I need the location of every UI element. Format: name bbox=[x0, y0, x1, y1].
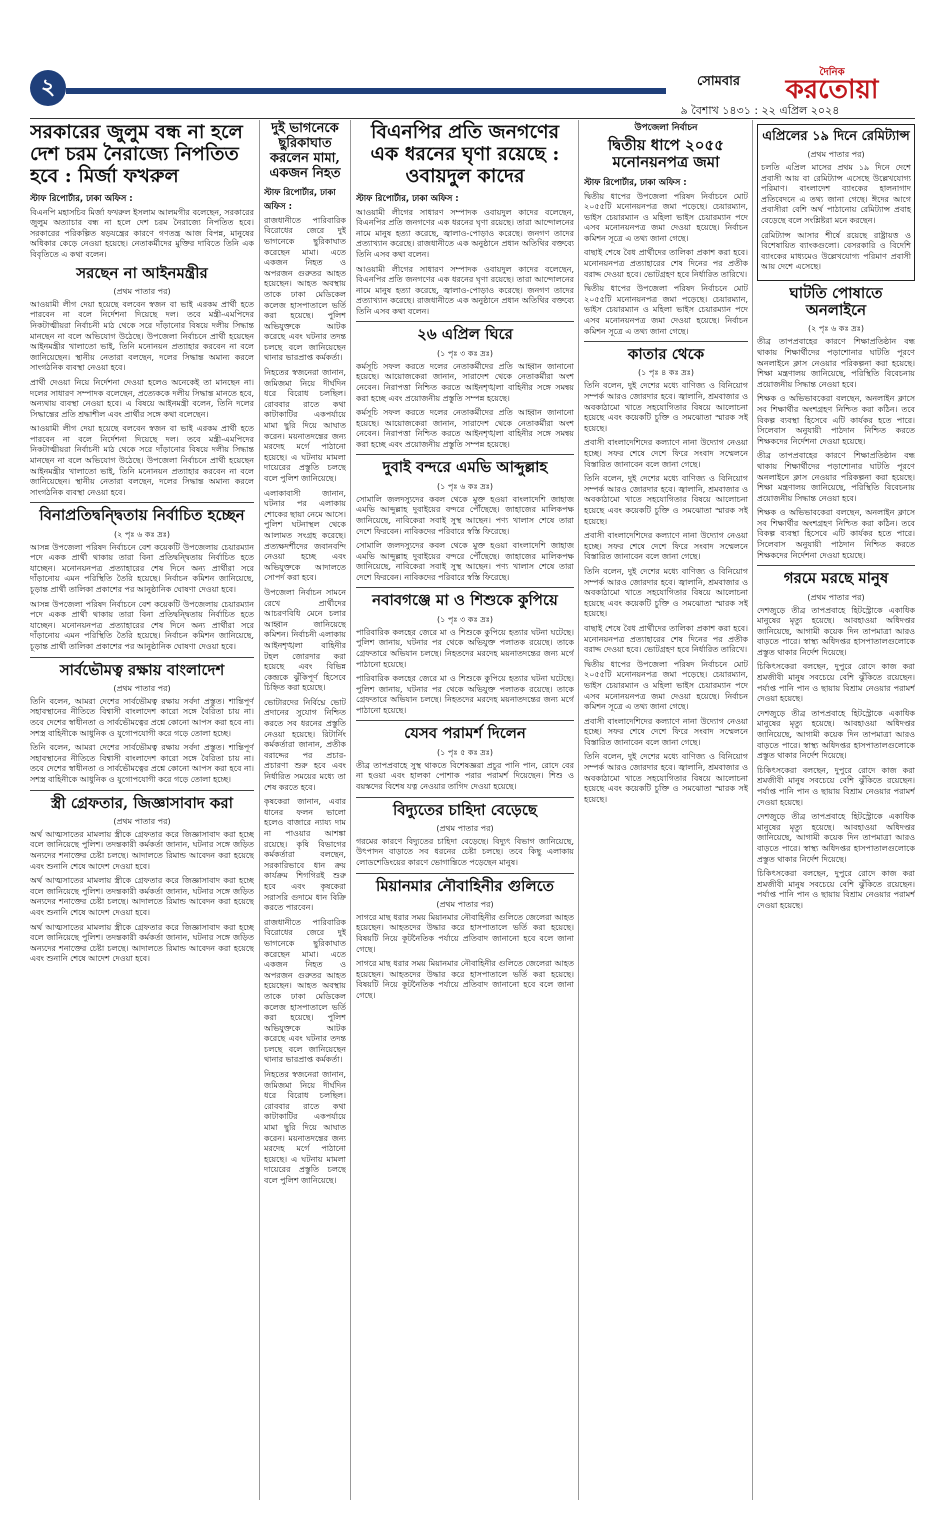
jump-line: (১ পৃঃ ৩ কঃ দ্রঃ) bbox=[437, 614, 493, 624]
jump-line: (১ পৃঃ ৫ কঃ দ্রঃ) bbox=[437, 747, 493, 757]
boxed-story bbox=[757, 124, 915, 281]
article-body: কর্মসূচি সফল করতে দলের নেতাকর্মীদের প্রতি আহ্বান জানানো হয়েছে। আয়োজকেরা জানান, সারাদেশ থেকে নেতাকর্মীরা অংশ নেবেন। নিরাপত্তা নিশ্চিত করতে আইনশৃঙ্খলা বাহিনীর সঙ্গে সমন্বয় করা হচ্ছে এবং প্রয়োজনীয় প্রস্তুতি সম্পন্ন হয়েছে। bbox=[356, 408, 574, 449]
logo-main-text: করতোয়া bbox=[785, 75, 879, 105]
article-body: কৃষকেরা জানান, এবার ধানের ফলন ভালো হলেও বাজারে ন্যায্য দাম না পাওয়ার আশঙ্কা রয়েছে। কৃষি বিভাগের কর্মকর্তারা বলছেন, সরকারিভাবে ধান ক্রয় কার্যক্রম শিগগিরই শুরু হবে এবং কৃষকেরা সরাসরি গুদামে ধান বিক্রি করতে পারবেন। bbox=[264, 797, 346, 913]
separator bbox=[30, 502, 254, 503]
jump-line: (প্রথম পাতার পর) bbox=[436, 899, 494, 909]
jump-line: (১ পৃঃ ৩ কঃ দ্রঃ) bbox=[437, 348, 493, 358]
subheadline: বিনাপ্রতিদ্বন্দ্বিতায় নির্বাচিত হচ্ছেন bbox=[39, 506, 245, 525]
separator bbox=[584, 341, 748, 342]
newspaper-logo bbox=[752, 67, 912, 105]
article-body: চিকিৎসকেরা বলছেন, দুপুরে রোদে কাজ করা শ্রমজীবী মানুষ সবচেয়ে বেশি ঝুঁকিতে রয়েছেন। পর্যাপ্ত পানি পান ও ছায়ায় বিশ্রাম নেওয়ার পরামর্শ দেওয়া হয়েছে। bbox=[757, 765, 915, 807]
article-body: সোমালি জলদস্যুদের কবল থেকে মুক্ত হওয়া বাংলাদেশি জাহাজ এমভি আব্দুল্লাহ দুবাইয়ের বন্দরে পৌঁছেছে। জাহাজের মালিকপক্ষ জানিয়েছে, নাবিকেরা সবাই সুস্থ আছেন। পণ্য খালাস শেষে তারা দেশে ফিরবেন। নাবিকদের পরিবারে স্বস্তি ফিরেছে। bbox=[356, 494, 574, 536]
jump-line: (২ পৃঃ ৬ কঃ দ্রঃ) bbox=[808, 324, 864, 334]
jump-line: (১ পৃঃ ৪ কঃ দ্রঃ) bbox=[638, 368, 694, 378]
article-body: আসন্ন উপজেলা পরিষদ নির্বাচনে বেশ কয়েকটি উপজেলায় চেয়ারম্যান পদে একক প্রার্থী থাকায় তারা বিনা প্রতিদ্বন্দ্বিতায় নির্বাচিত হতে যাচ্ছেন। মনোনয়নপত্র প্রত্যাহারের শেষ দিনে অন্য প্রার্থীরা সরে দাঁড়ানোয় এমন পরিস্থিতি তৈরি হয়েছে। নির্বাচন কমিশন জানিয়েছে, চূড়ান্ত প্রার্থী তালিকা প্রকাশের পর আনুষ্ঠানিক ঘোষণা দেওয়া হবে। bbox=[30, 542, 254, 595]
article-body: আসন্ন উপজেলা পরিষদ নির্বাচনে বেশ কয়েকটি উপজেলায় চেয়ারম্যান পদে একক প্রার্থী থাকায় তারা বিনা প্রতিদ্বন্দ্বিতায় নির্বাচিত হতে যাচ্ছেন। মনোনয়নপত্র প্রত্যাহারের শেষ দিনে অন্য প্রার্থীরা সরে দাঁড়ানোয় এমন পরিস্থিতি তৈরি হয়েছে। নির্বাচন কমিশন জানিয়েছে, চূড়ান্ত প্রার্থী তালিকা প্রকাশের পর আনুষ্ঠানিক ঘোষণা দেওয়া হবে। bbox=[30, 599, 254, 652]
article-body: শিক্ষক ও অভিভাবকেরা বলছেন, অনলাইন ক্লাসে সব শিক্ষার্থীর অংশগ্রহণ নিশ্চিত করা কঠিন। তবে বিকল্প ব্যবস্থা হিসেবে এটি কার্যকর হতে পারে। সিলেবাস অনুযায়ী পাঠদান নিশ্চিত করতে শিক্ষকদের নির্দেশনা দেওয়া হয়েছে। bbox=[757, 394, 915, 446]
subheadline: দুবাই বন্দরে এমভি আব্দুল্লাহ bbox=[382, 458, 548, 477]
article-body: বাছাই শেষে বৈধ প্রার্থীদের তালিকা প্রকাশ করা হবে। মনোনয়নপত্র প্রত্যাহারের শেষ দিনের পর প্রতীক বরাদ্দ দেওয়া হবে। ভোটগ্রহণ হবে নির্ধারিত তারিখে। bbox=[584, 623, 748, 655]
separator bbox=[356, 873, 574, 874]
subheadline: বিদ্যুতের চাহিদা বেড়েছে bbox=[393, 800, 537, 819]
jump-line: (১ পৃঃ ৬ কঃ দ্রঃ) bbox=[437, 481, 493, 491]
logo-small-text: দৈনিক bbox=[819, 67, 845, 78]
article-body: নিহতের স্বজনেরা জানান, জমিজমা নিয়ে দীর্ঘদিন ধরে বিরোধ চলছিল। রোববার রাতে কথা কাটাকাটির একপর্যায়ে মামা ছুরি দিয়ে আঘাত করেন। ময়নাতদন্তের জন্য মরদেহ মর্গে পাঠানো হয়েছে। এ ঘটনায় মামলা দায়েরের প্রস্তুতি চলছে বলে পুলিশ জানিয়েছে। bbox=[264, 368, 346, 483]
separator bbox=[757, 565, 915, 566]
article-body: আওয়ামী লীগ দেয়া হয়েছে বলবেন স্বজন বা ভাই এরকম প্রার্থী হতে পারবেন না বলে নির্দেশনা দিয়েছে দল। তবে মন্ত্রী-এমপিদের নিকটাত্মীয়রা নির্বাচনী মাঠ থেকে সরে দাঁড়ানোর বিষয়ে দলীয় সিদ্ধান্ত মানছেন না বলে অভিযোগ উঠেছে। উপজেলা নির্বাচনে প্রার্থী হয়েছেন আইনমন্ত্রীর খালাতো ভাই, তিনি মনোনয়ন প্রত্যাহার করবেন না বলে জানিয়েছেন। স্থানীয় নেতারা বলছেন, দলের সিদ্ধান্ত অমান্য করলে সাংগঠনিক ব্যবস্থা নেওয়া হবে। bbox=[30, 424, 254, 497]
article-body: উপজেলা নির্বাচন সামনে রেখে প্রার্থীদের আচরণবিধি মেনে চলার আহ্বান জানিয়েছে কমিশন। নির্বাচনী এলাকায় আইনশৃঙ্খলা বাহিনীর টহল জোরদার করা হয়েছে এবং বিভিন্ন কেন্দ্রকে ঝুঁকিপূর্ণ হিসেবে চিহ্নিত করা হয়েছে। bbox=[264, 587, 346, 693]
column-divider bbox=[578, 120, 579, 1500]
headline: বিএনপির প্রতি জনগণের এক ধরনের ঘৃণা রয়েছে : ওবায়দুল কাদের bbox=[370, 121, 560, 187]
separator bbox=[356, 321, 574, 322]
separator bbox=[356, 587, 574, 588]
byline: স্টাফ রিপোর্টার, ঢাকা অফিস : bbox=[356, 193, 459, 204]
jump-line: (প্রথম পাতার পর) bbox=[807, 149, 865, 159]
subheadline: ২৬ এপ্রিল ঘিরে bbox=[417, 325, 513, 344]
column-2 bbox=[264, 120, 346, 1500]
article-body: রাজধানীতে পারিবারিক বিরোধের জেরে দুই ভাগনেকে ছুরিকাঘাত করেছেন মামা। এতে একজন নিহত ও অপরজন গুরুতর আহত হয়েছেন। আহত অবস্থায় তাকে ঢাকা মেডিকেল কলেজ হাসপাতালে ভর্তি করা হয়েছে। পুলিশ অভিযুক্তকে আটক করেছে এবং ঘটনার তদন্ত চলছে বলে জানিয়েছেন থানার ভারপ্রাপ্ত কর্মকর্তা। bbox=[264, 215, 346, 363]
article-body: তিনি বলেন, দুই দেশের মধ্যে বাণিজ্য ও বিনিয়োগ সম্পর্ক আরও জোরদার হবে। জ্বালানি, শ্রমবাজার ও অবকাঠামো খাতে সহযোগিতার বিষয়ে আলোচনা হয়েছে এবং কয়েকটি চুক্তি ও সমঝোতা স্মারক সই হয়েছে। bbox=[584, 381, 748, 433]
subheadline: সার্বভৌমত্ব রক্ষায় বাংলাদেশ bbox=[59, 660, 225, 679]
separator bbox=[356, 797, 574, 798]
article-body: দেশজুড়ে তীব্র তাপপ্রবাহে হিটস্ট্রোকে একাধিক মানুষের মৃত্যু হয়েছে। আবহাওয়া অধিদপ্তর জানিয়েছে, আগামী কয়েক দিন তাপমাত্রা আরও বাড়তে পারে। স্বাস্থ্য অধিদপ্তর হাসপাতালগুলোকে প্রস্তুত থাকার নির্দেশ দিয়েছে। bbox=[757, 812, 915, 864]
subheadline: স্ত্রী গ্রেফতার, জিজ্ঞাসাবাদ করা bbox=[51, 793, 233, 812]
article-body: তীব্র তাপপ্রবাহের কারণে শিক্ষাপ্রতিষ্ঠান বন্ধ থাকায় শিক্ষার্থীদের পড়াশোনার ঘাটতি পূরণে অনলাইনে ক্লাস নেওয়ার পরিকল্পনা করা হয়েছে। শিক্ষা মন্ত্রণালয় জানিয়েছে, পরিস্থিতি বিবেচনায় প্রয়োজনীয় সিদ্ধান্ত নেওয়া হবে। bbox=[757, 337, 915, 389]
separator bbox=[30, 657, 254, 658]
separator bbox=[30, 790, 254, 791]
jump-line: (প্রথম পাতার পর) bbox=[113, 286, 171, 296]
jump-line: (প্রথম পাতার পর) bbox=[807, 592, 865, 602]
article-body: আওয়ামী লীগ দেয়া হয়েছে বলবেন স্বজন বা ভাই এরকম প্রার্থী হতে পারবেন না বলে নির্দেশনা দিয়েছে দল। তবে মন্ত্রী-এমপিদের নিকটাত্মীয়রা নির্বাচনী মাঠ থেকে সরে দাঁড়ানোর বিষয়ে দলীয় সিদ্ধান্ত মানছেন না বলে অভিযোগ উঠেছে। উপজেলা নির্বাচনে প্রার্থী হয়েছেন আইনমন্ত্রীর খালাতো ভাই, তিনি মনোনয়ন প্রত্যাহার করবেন না বলে জানিয়েছেন। স্থানীয় নেতারা বলছেন, দলের সিদ্ধান্ত অমান্য করলে সাংগঠনিক ব্যবস্থা নেওয়া হবে। bbox=[30, 299, 254, 373]
article-body: এলাকাবাসী জানান, ঘটনার পর এলাকায় শোকের ছায়া নেমে আসে। পুলিশ ঘটনাস্থল থেকে আলামত সংগ্রহ করেছে। প্রত্যক্ষদর্শীদের জবানবন্দি নেওয়া হচ্ছে এবং অভিযুক্তকে আদালতে সোপর্দ করা হবে। bbox=[264, 488, 346, 583]
column-3 bbox=[356, 120, 574, 1500]
article-body: প্রবাসী বাংলাদেশিদের কল্যাণে নানা উদ্যোগ নেওয়া হচ্ছে। সফর শেষে দেশে ফিরে সংবাদ সম্মেলনে বিস্তারিত জানাবেন বলে জানা গেছে। bbox=[584, 438, 748, 469]
subheadline: গরমে মরছে মানুষ bbox=[783, 569, 889, 588]
article-body: সাগরে মাছ ধরার সময় মিয়ানমার নৌবাহিনীর গুলিতে জেলেরা আহত হয়েছেন। আহতদের উদ্ধার করে হাসপাতালে ভর্তি করা হয়েছে। বিষয়টি নিয়ে কূটনৈতিক পর্যায়ে প্রতিবাদ জানানো হবে বলে জানা গেছে। bbox=[356, 959, 574, 1000]
article-body: তিনি বলেন, দুই দেশের মধ্যে বাণিজ্য ও বিনিয়োগ সম্পর্ক আরও জোরদার হবে। জ্বালানি, শ্রমবাজার ও অবকাঠামো খাতে সহযোগিতার বিষয়ে আলোচনা হয়েছে এবং কয়েকটি চুক্তি ও সমঝোতা স্মারক সই হয়েছে। bbox=[584, 752, 748, 804]
article-body: রাজধানীতে পারিবারিক বিরোধের জেরে দুই ভাগনেকে ছুরিকাঘাত করেছেন মামা। এতে একজন নিহত ও অপরজন গুরুতর আহত হয়েছেন। আহত অবস্থায় তাকে ঢাকা মেডিকেল কলেজ হাসপাতালে ভর্তি করা হয়েছে। পুলিশ অভিযুক্তকে আটক করেছে এবং ঘটনার তদন্ত চলছে বলে জানিয়েছেন থানার ভারপ্রাপ্ত কর্মকর্তা। bbox=[264, 917, 346, 1065]
column-divider bbox=[259, 120, 260, 1500]
subheadline: যেসব পরামর্শ দিলেন bbox=[404, 724, 526, 743]
article-body: গরমের কারণে বিদ্যুতের চাহিদা বেড়েছে। বিদ্যুৎ বিভাগ জানিয়েছে, উৎপাদন বাড়াতে সব ধরনের চেষ্টা চলছে। তবে কিছু এলাকায় লোডশেডিংয়ের কারণে ভোগান্তিতে পড়েছেন মানুষ। bbox=[356, 836, 574, 867]
page-number: ২ bbox=[30, 70, 66, 106]
subheadline: ঘাটতি পোষাতে অনলাইনে bbox=[789, 283, 883, 320]
kicker: উপজেলা নির্বাচন bbox=[634, 123, 698, 133]
article-body: প্রবাসী বাংলাদেশিদের কল্যাণে নানা উদ্যোগ নেওয়া হচ্ছে। সফর শেষে দেশে ফিরে সংবাদ সম্মেলনে বিস্তারিত জানাবেন বলে জানা গেছে। bbox=[584, 716, 748, 747]
article-body: তীব্র তাপপ্রবাহের কারণে শিক্ষাপ্রতিষ্ঠান বন্ধ থাকায় শিক্ষার্থীদের পড়াশোনার ঘাটতি পূরণে অনলাইনে ক্লাস নেওয়ার পরিকল্পনা করা হয়েছে। শিক্ষা মন্ত্রণালয় জানিয়েছে, পরিস্থিতি বিবেচনায় প্রয়োজনীয় সিদ্ধান্ত নেওয়া হবে। bbox=[757, 451, 915, 503]
date-line: ৯ বৈশাখ ১৪৩১ : ২২ এপ্রিল ২০২৪ bbox=[680, 104, 840, 117]
jump-line: (প্রথম পাতার পর) bbox=[436, 823, 494, 833]
article-body: ভোটারদের নির্বিঘ্নে ভোট প্রদানের সুযোগ নিশ্চিত করতে সব ধরনের প্রস্তুতি নেওয়া হয়েছে। রিটার্নিং কর্মকর্তারা জানান, প্রতীক বরাদ্দের পর প্রচার-প্রচারণা শুরু হবে এবং নির্ধারিত সময়ের মধ্যে তা শেষ করতে হবে। bbox=[264, 697, 346, 792]
article-body: রেমিট্যান্স আসার শীর্ষে রয়েছে রাষ্ট্রায়ত্ত ও বিশেষায়িত ব্যাংকগুলো। বেসরকারি ও বিদেশি ব্যাংকের মাধ্যমেও উল্লেখযোগ্য পরিমাণ প্রবাসী আয় দেশে এসেছে। bbox=[761, 230, 911, 272]
article-body: দ্বিতীয় ধাপের উপজেলা পরিষদ নির্বাচনে মোট ২০৫৫টি মনোনয়নপত্র জমা পড়েছে। চেয়ারম্যান, ভাইস চেয়ারম্যান ও মহিলা ভাইস চেয়ারম্যান পদে এসব মনোনয়নপত্র জমা দেওয়া হয়েছে। নির্বাচন কমিশন সূত্রে এ তথ্য জানা গেছে। bbox=[584, 284, 748, 336]
article-body: চিকিৎসকেরা বলছেন, দুপুরে রোদে কাজ করা শ্রমজীবী মানুষ সবচেয়ে বেশি ঝুঁকিতে রয়েছেন। পর্যাপ্ত পানি পান ও ছায়ায় বিশ্রাম নেওয়ার পরামর্শ দেওয়া হয়েছে। bbox=[757, 662, 915, 704]
separator bbox=[356, 454, 574, 455]
article-body: পারিবারিক কলহের জেরে মা ও শিশুকে কুপিয়ে হত্যার ঘটনা ঘটেছে। পুলিশ জানায়, ঘটনার পর থেকে অভিযুক্ত পলাতক রয়েছে। তাকে গ্রেফতারে অভিযান চলছে। নিহতদের মরদেহ ময়নাতদন্তের জন্য মর্গে পাঠানো হয়েছে। bbox=[356, 627, 574, 669]
article-body: তিনি বলেন, দুই দেশের মধ্যে বাণিজ্য ও বিনিয়োগ সম্পর্ক আরও জোরদার হবে। জ্বালানি, শ্রমবাজার ও অবকাঠামো খাতে সহযোগিতার বিষয়ে আলোচনা হয়েছে এবং কয়েকটি চুক্তি ও সমঝোতা স্মারক সই হয়েছে। bbox=[584, 566, 748, 619]
article-body: কর্মসূচি সফল করতে দলের নেতাকর্মীদের প্রতি আহ্বান জানানো হয়েছে। আয়োজকেরা জানান, সারাদেশ থেকে নেতাকর্মীরা অংশ নেবেন। নিরাপত্তা নিশ্চিত করতে আইনশৃঙ্খলা বাহিনীর সঙ্গে সমন্বয় করা হচ্ছে এবং প্রয়োজনীয় প্রস্তুতি সম্পন্ন হয়েছে। bbox=[356, 361, 574, 403]
lead-headline: সরকারের জুলুম বন্ধ না হলে দেশ চরম নৈরাজ্যে নিপতিত হবে : মির্জা ফখরুল bbox=[30, 121, 243, 187]
article-body: বাছাই শেষে বৈধ প্রার্থীদের তালিকা প্রকাশ করা হবে। মনোনয়নপত্র প্রত্যাহারের শেষ দিনের পর প্রতীক বরাদ্দ দেওয়া হবে। ভোটগ্রহণ হবে নির্ধারিত তারিখে। bbox=[584, 248, 748, 279]
article-body: দ্বিতীয় ধাপের উপজেলা পরিষদ নির্বাচনে মোট ২০৫৫টি মনোনয়নপত্র জমা পড়েছে। চেয়ারম্যান, ভাইস চেয়ারম্যান ও মহিলা ভাইস চেয়ারম্যান পদে এসব মনোনয়নপত্র জমা দেওয়া হয়েছে। নির্বাচন কমিশন সূত্রে এ তথ্য জানা গেছে। bbox=[584, 191, 748, 243]
subheadline: সরছেন না আইনমন্ত্রীর bbox=[76, 263, 208, 282]
article-body: প্রবাসী বাংলাদেশিদের কল্যাণে নানা উদ্যোগ নেওয়া হচ্ছে। সফর শেষে দেশে ফিরে সংবাদ সম্মেলনে বিস্তারিত জানাবেন বলে জানা গেছে। bbox=[584, 531, 748, 562]
byline: স্টাফ রিপোর্টার, ঢাকা অফিস : bbox=[264, 187, 336, 212]
jump-line: (২ পৃঃ ৬ কঃ দ্রঃ) bbox=[114, 529, 170, 539]
article-body: দ্বিতীয় ধাপের উপজেলা পরিষদ নির্বাচনে মোট ২০৫৫টি মনোনয়নপত্র জমা পড়েছে। চেয়ারম্যান, ভাইস চেয়ারম্যান ও মহিলা ভাইস চেয়ারম্যান পদে এসব মনোনয়নপত্র জমা দেওয়া হয়েছে। নির্বাচন কমিশন সূত্রে এ তথ্য জানা গেছে। bbox=[584, 659, 748, 712]
subheadline: নবাবগঞ্জে মা ও শিশুকে কুপিয়ে bbox=[372, 591, 558, 610]
headline: এপ্রিলের ১৯ দিনে রেমিট্যান্স bbox=[762, 129, 910, 144]
article-body: পারিবারিক কলহের জেরে মা ও শিশুকে কুপিয়ে হত্যার ঘটনা ঘটেছে। পুলিশ জানায়, ঘটনার পর থেকে অভিযুক্ত পলাতক রয়েছে। তাকে গ্রেফতারে অভিযান চলছে। নিহতদের মরদেহ ময়নাতদন্তের জন্য মর্গে পাঠানো হয়েছে। bbox=[356, 674, 574, 715]
article-body: তীব্র তাপপ্রবাহে সুস্থ থাকতে বিশেষজ্ঞরা প্রচুর পানি পান, রোদে বের না হওয়া এবং হালকা পোশাক পরার পরামর্শ দিয়েছেন। শিশু ও বয়স্কদের বিশেষ যত্ন নেওয়ার তাগিদ দেওয়া হয়েছে। bbox=[356, 760, 574, 791]
column-4 bbox=[584, 120, 748, 1500]
column-5 bbox=[757, 120, 915, 1500]
article-body: দেশজুড়ে তীব্র তাপপ্রবাহে হিটস্ট্রোকে একাধিক মানুষের মৃত্যু হয়েছে। আবহাওয়া অধিদপ্তর জানিয়েছে, আগামী কয়েক দিন তাপমাত্রা আরও বাড়তে পারে। স্বাস্থ্য অধিদপ্তর হাসপাতালগুলোকে প্রস্তুত থাকার নির্দেশ দিয়েছে। bbox=[757, 708, 915, 761]
headline: দুই ভাগনেকে ছুরিকাঘাত করলেন মামা, একজন নিহত bbox=[269, 121, 341, 181]
subheadline: কাতার থেকে bbox=[627, 345, 705, 364]
article-body: প্রার্থী দেওয়া নিয়ে নির্দেশনা দেওয়া হলেও অনেকেই তা মানছেন না। দলের সাধারণ সম্পাদক বলেছেন, প্রত্যেককে দলীয় সিদ্ধান্ত মানতে হবে, অন্যথায় ব্যবস্থা নেওয়া হবে। এ বিষয়ে আইনমন্ত্রী বলেন, তিনি দলের সিদ্ধান্তের প্রতি শ্রদ্ধাশীল এবং প্রার্থীর সঙ্গে কথা বলেছেন। bbox=[30, 377, 254, 419]
jump-line: (প্রথম পাতার পর) bbox=[113, 816, 171, 826]
article-body: আওয়ামী লীগের সাধারণ সম্পাদক ওবায়দুল কাদের বলেছেন, বিএনপির প্রতি জনগণের এক ধরনের ঘৃণা রয়েছে। তারা আন্দোলনের নামে মানুষ হত্যা করেছে, জ্বালাও-পোড়াও করেছে। জনগণ তাদের প্রত্যাখ্যান করেছে। রাজধানীতে এক অনুষ্ঠানে প্রধান অতিথির বক্তব্যে তিনি এসব কথা বলেন। bbox=[356, 207, 574, 259]
article-body: দেশজুড়ে তীব্র তাপপ্রবাহে হিটস্ট্রোকে একাধিক মানুষের মৃত্যু হয়েছে। আবহাওয়া অধিদপ্তর জানিয়েছে, আগামী কয়েক দিন তাপমাত্রা আরও বাড়তে পারে। স্বাস্থ্য অধিদপ্তর হাসপাতালগুলোকে প্রস্তুত থাকার নির্দেশ দিয়েছে। bbox=[757, 605, 915, 657]
headline: দ্বিতীয় ধাপে ২০৫৫ মনোনয়নপত্র জমা bbox=[608, 136, 724, 172]
separator bbox=[356, 720, 574, 721]
byline: স্টাফ রিপোর্টার, ঢাকা অফিস : bbox=[584, 177, 687, 188]
article-body: তিনি বলেন, দুই দেশের মধ্যে বাণিজ্য ও বিনিয়োগ সম্পর্ক আরও জোরদার হবে। জ্বালানি, শ্রমবাজার ও অবকাঠামো খাতে সহযোগিতার বিষয়ে আলোচনা হয়েছে এবং কয়েকটি চুক্তি ও সমঝোতা স্মারক সই হয়েছে। bbox=[584, 474, 748, 526]
article-body: সাগরে মাছ ধরার সময় মিয়ানমার নৌবাহিনীর গুলিতে জেলেরা আহত হয়েছেন। আহতদের উদ্ধার করে হাসপাতালে ভর্তি করা হয়েছে। বিষয়টি নিয়ে কূটনৈতিক পর্যায়ে প্রতিবাদ জানানো হবে বলে জানা গেছে। bbox=[356, 912, 574, 954]
article-body: সোমালি জলদস্যুদের কবল থেকে মুক্ত হওয়া বাংলাদেশি জাহাজ এমভি আব্দুল্লাহ দুবাইয়ের বন্দরে পৌঁছেছে। জাহাজের মালিকপক্ষ জানিয়েছে, নাবিকেরা সবাই সুস্থ আছেন। পণ্য খালাস শেষে তারা দেশে ফিরবেন। নাবিকদের পরিবারে স্বস্তি ফিরেছে। bbox=[356, 541, 574, 582]
day-label: সোমবার bbox=[696, 74, 740, 89]
column-1 bbox=[30, 120, 254, 1500]
column-divider bbox=[350, 120, 351, 1500]
article-body: নিহতের স্বজনেরা জানান, জমিজমা নিয়ে দীর্ঘদিন ধরে বিরোধ চলছিল। রোববার রাতে কথা কাটাকাটির একপর্যায়ে মামা ছুরি দিয়ে আঘাত করেন। ময়নাতদন্তের জন্য মরদেহ মর্গে পাঠানো হয়েছে। এ ঘটনায় মামলা দায়েরের প্রস্তুতি চলছে বলে পুলিশ জানিয়েছে। bbox=[264, 1070, 346, 1185]
header-rule bbox=[66, 88, 666, 94]
article-body: অর্থ আত্মসাতের মামলায় স্ত্রীকে গ্রেফতার করে জিজ্ঞাসাবাদ করা হচ্ছে বলে জানিয়েছে পুলিশ। তদন্তকারী কর্মকর্তা জানান, ঘটনার সঙ্গে জড়িত অন্যদের শনাক্তের চেষ্টা চলছে। আদালতে রিমান্ড আবেদন করা হয়েছে এবং শুনানি শেষে আদেশ দেওয়া হবে। bbox=[30, 922, 254, 964]
masthead bbox=[0, 0, 945, 117]
column-divider bbox=[752, 120, 753, 1500]
article-body: তিনি বলেন, আমরা দেশের সার্বভৌমত্ব রক্ষায় সর্বদা প্রস্তুত। শান্তিপূর্ণ সহাবস্থানের নীতিতে বিশ্বাসী বাংলাদেশ কারো সঙ্গে বৈরিতা চায় না। তবে দেশের স্বাধীনতা ও সার্বভৌমত্বের প্রশ্নে কোনো আপস করা হবে না। সশস্ত্র বাহিনীকে আধুনিক ও যুগোপযোগী করে গড়ে তোলা হচ্ছে। bbox=[30, 696, 254, 738]
article-body: চলতি এপ্রিল মাসের প্রথম ১৯ দিনে দেশে প্রবাসী আয় বা রেমিট্যান্স এসেছে উল্লেখযোগ্য পরিমাণ। বাংলাদেশ ব্যাংকের হালনাগাদ প্রতিবেদনে এ তথ্য জানা গেছে। ঈদের আগে প্রবাসীরা বেশি অর্থ পাঠানোয় রেমিট্যান্স প্রবাহ বেড়েছে বলে সংশ্লিষ্টরা মনে করছেন। bbox=[761, 162, 911, 225]
article-body: শিক্ষক ও অভিভাবকেরা বলছেন, অনলাইন ক্লাসে সব শিক্ষার্থীর অংশগ্রহণ নিশ্চিত করা কঠিন। তবে বিকল্প ব্যবস্থা হিসেবে এটি কার্যকর হতে পারে। সিলেবাস অনুযায়ী পাঠদান নিশ্চিত করতে শিক্ষকদের নির্দেশনা দেওয়া হয়েছে। bbox=[757, 508, 915, 560]
jump-line: (প্রথম পাতার পর) bbox=[113, 683, 171, 693]
byline: স্টাফ রিপোর্টার, ঢাকা অফিস : bbox=[30, 193, 133, 204]
article-body: তিনি বলেন, আমরা দেশের সার্বভৌমত্ব রক্ষায় সর্বদা প্রস্তুত। শান্তিপূর্ণ সহাবস্থানের নীতিতে বিশ্বাসী বাংলাদেশ কারো সঙ্গে বৈরিতা চায় না। তবে দেশের স্বাধীনতা ও সার্বভৌমত্বের প্রশ্নে কোনো আপস করা হবে না। সশস্ত্র বাহিনীকে আধুনিক ও যুগোপযোগী করে গড়ে তোলা হচ্ছে। bbox=[30, 743, 254, 785]
article-body: চিকিৎসকেরা বলছেন, দুপুরে রোদে কাজ করা শ্রমজীবী মানুষ সবচেয়ে বেশি ঝুঁকিতে রয়েছেন। পর্যাপ্ত পানি পান ও ছায়ায় বিশ্রাম নেওয়ার পরামর্শ দেওয়া হয়েছে। bbox=[757, 869, 915, 910]
subheadline: মিয়ানমার নৌবাহিনীর গুলিতে bbox=[376, 876, 554, 895]
article-body: আওয়ামী লীগের সাধারণ সম্পাদক ওবায়দুল কাদের বলেছেন, বিএনপির প্রতি জনগণের এক ধরনের ঘৃণা রয়েছে। তারা আন্দোলনের নামে মানুষ হত্যা করেছে, জ্বালাও-পোড়াও করেছে। জনগণ তাদের প্রত্যাখ্যান করেছে। রাজধানীতে এক অনুষ্ঠানে প্রধান অতিথির বক্তব্যে তিনি এসব কথা বলেন। bbox=[356, 264, 574, 316]
article-body: অর্থ আত্মসাতের মামলায় স্ত্রীকে গ্রেফতার করে জিজ্ঞাসাবাদ করা হচ্ছে বলে জানিয়েছে পুলিশ। তদন্তকারী কর্মকর্তা জানান, ঘটনার সঙ্গে জড়িত অন্যদের শনাক্তের চেষ্টা চলছে। আদালতে রিমান্ড আবেদন করা হয়েছে এবং শুনানি শেষে আদেশ দেওয়া হবে। bbox=[30, 829, 254, 871]
article-body: অর্থ আত্মসাতের মামলায় স্ত্রীকে গ্রেফতার করে জিজ্ঞাসাবাদ করা হচ্ছে বলে জানিয়েছে পুলিশ। তদন্তকারী কর্মকর্তা জানান, ঘটনার সঙ্গে জড়িত অন্যদের শনাক্তের চেষ্টা চলছে। আদালতে রিমান্ড আবেদন করা হয়েছে এবং শুনানি শেষে আদেশ দেওয়া হবে। bbox=[30, 876, 254, 918]
header-divider bbox=[30, 118, 915, 119]
article-body: বিএনপি মহাসচিব মির্জা ফখরুল ইসলাম আলমগীর বলেছেন, সরকারের জুলুম অত্যাচার বন্ধ না হলে দেশ চরম নৈরাজ্যে নিপতিত হবে। সরকারের পরিকল্পিত ষড়যন্ত্রের কারণে গণতন্ত্র আজ বিপন্ন, মানুষের অধিকার কেড়ে নেওয়া হয়েছে। নেতাকর্মীদের মুক্তির দাবিতে তিনি এক বিবৃতিতে এ কথা বলেন। bbox=[30, 207, 254, 259]
